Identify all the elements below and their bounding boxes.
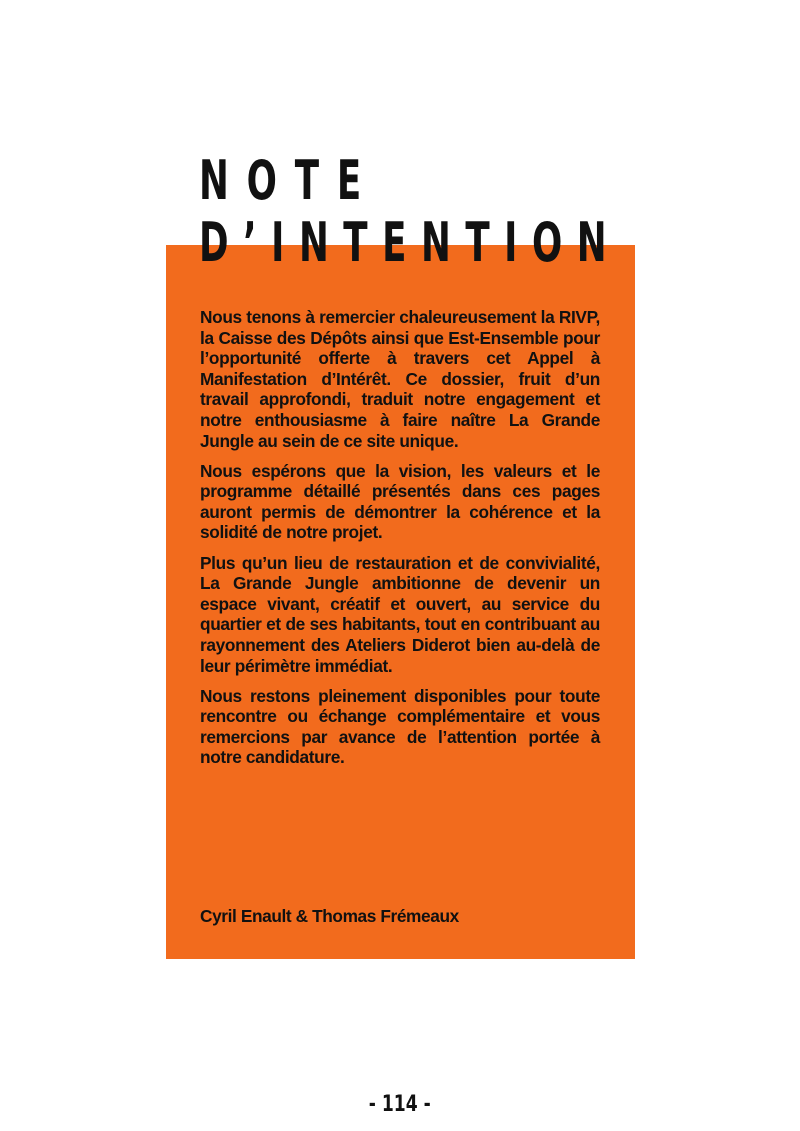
page-title xyxy=(199,150,621,274)
paragraph-thanks: Nous tenons à remercier chaleureusement la RIVP, la Caisse des Dépôts ainsi que Est-Ensemble pour l’opportunité offerte à travers cet Appel à Manifestation d’Intérêt. Ce dossier, fruit d’un travail approfondi, traduit notre engagement et notre enthousiasme à faire naître La Grande Jungle au sein de ce site unique. xyxy=(200,307,600,451)
paragraph-ambition: Plus qu’un lieu de restauration et de convivialité, La Grande Jungle ambitionne de devenir un espace vivant, créatif et ouvert, au service du quartier et de ses habitants, tout en contribuant au rayonnement des Ateliers Diderot bien au-delà de leur périmètre immédiat. xyxy=(200,552,600,676)
body-text xyxy=(200,307,600,777)
paragraph-vision: Nous espérons que la vision, les valeurs et le programme détaillé présentés dans ces pages auront permis de démontrer la cohérence et la solidité de notre projet. xyxy=(200,460,600,543)
title-line-2: D’INTENTION xyxy=(199,211,622,274)
title-line-1: NOTE xyxy=(199,149,380,212)
page-number: - 114 - xyxy=(368,1092,432,1117)
page-number-container xyxy=(0,1092,800,1117)
signature: Cyril Enault & Thomas Frémeaux xyxy=(200,906,459,926)
paragraph-availability: Nous restons pleinement disponibles pour toute rencontre ou échange complémentaire et vous remercions par avance de l’attention portée à notre candidature. xyxy=(200,685,600,768)
